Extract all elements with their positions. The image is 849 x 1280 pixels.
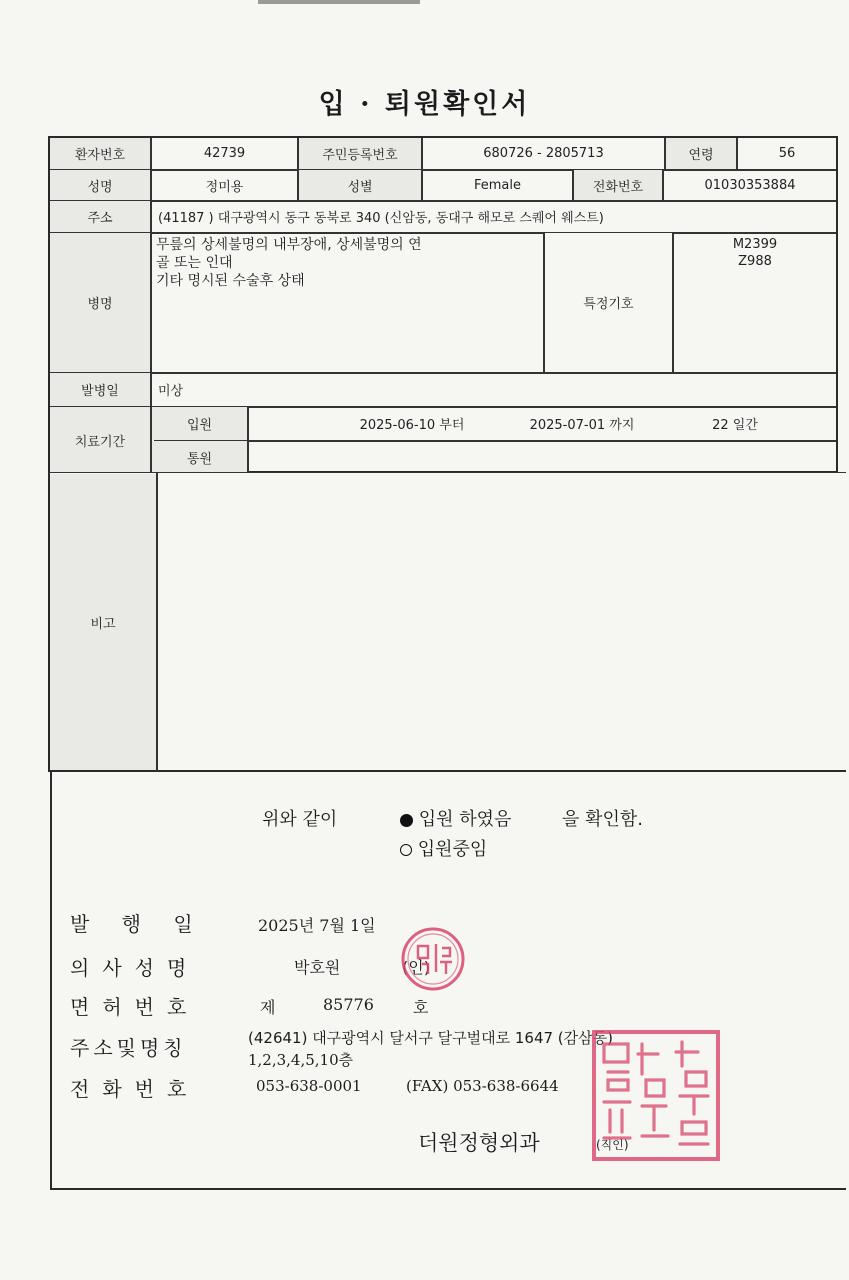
issuer-address-label: 주소및명칭 <box>70 1036 187 1060</box>
inpatient-from: 2025-06-10 부터 <box>359 418 465 433</box>
chart-no-label: 환자번호 <box>50 138 150 169</box>
outpatient-label: 통원 <box>152 441 247 473</box>
issuer-phone-label: 전화번호 <box>70 1077 200 1101</box>
doctor-seal-mark: (인) <box>402 958 430 977</box>
special-codes <box>674 236 836 270</box>
document-title: 입 · 퇴원확인서 <box>318 89 531 120</box>
diagnosis-line: 무릎의 상세불명의 내부장애, 상세불명의 연 <box>156 237 422 253</box>
sex-value: Female <box>473 177 521 193</box>
age-label: 연령 <box>666 138 736 169</box>
confirm-option-other <box>400 835 487 861</box>
license-suffix: 호 <box>413 998 429 1017</box>
inpatient-label: 입원 <box>152 407 247 440</box>
issuer-fax: (FAX) 053-638-6644 <box>406 1077 559 1095</box>
radio-unselected-icon <box>400 844 412 856</box>
age-value: 56 <box>778 146 796 161</box>
license-prefix: 제 <box>260 998 276 1017</box>
inpatient-to: 2025-07-01 까지 <box>529 418 635 433</box>
phone-label: 전화번호 <box>574 170 662 200</box>
radio-selected-icon <box>400 814 413 827</box>
diagnosis-text <box>156 236 540 290</box>
scan-edge-strip <box>258 0 420 4</box>
license-label: 면허번호 <box>70 995 200 1019</box>
hospital-seal <box>590 1028 722 1163</box>
remarks-section <box>48 472 846 772</box>
inpatient-days: 22 일간 <box>712 418 758 433</box>
doctor-seal <box>400 926 466 992</box>
issuer-address-line1: (42641) 대구광역시 달서구 달구벌대로 1647 (감삼동) <box>248 1029 613 1047</box>
special-code: Z988 <box>738 254 772 269</box>
issuer-address-line2: 1,2,3,4,5,10층 <box>248 1051 354 1069</box>
hospital-name: 더원정형외과 <box>418 1131 540 1155</box>
address-label: 주소 <box>50 201 150 232</box>
sex-label: 성별 <box>299 170 421 200</box>
special-code: M2399 <box>732 237 778 252</box>
confirm-option-selected <box>400 805 511 831</box>
confirm-option-selected-label: 입원 하였음 <box>418 809 512 830</box>
rrn-value: 680726 - 2805713 <box>483 146 604 161</box>
name-label: 성명 <box>50 170 150 200</box>
issuer-phone: 053-638-0001 <box>256 1077 362 1095</box>
license-number: 85776 <box>323 995 374 1014</box>
special-code-label: 특정기호 <box>545 233 672 372</box>
chart-no-value: 42739 <box>203 146 246 161</box>
issue-date-value: 2025년 7월 1일 <box>258 916 376 935</box>
patient-info-table <box>48 136 838 473</box>
diagnosis-label: 병명 <box>50 233 150 372</box>
doctor-name: 박호원 <box>294 958 341 977</box>
period-label: 치료기간 <box>50 407 150 473</box>
sign-mark: (직인) <box>596 1138 629 1152</box>
diagnosis-line: 기타 명시된 수술후 상태 <box>156 273 305 289</box>
confirm-suffix: 을 확인함. <box>562 809 643 830</box>
phone-value: 01030353884 <box>704 177 796 193</box>
onset-value: 미상 <box>158 384 184 399</box>
remarks-label: 비고 <box>50 474 156 770</box>
onset-label: 발병일 <box>50 373 150 406</box>
confirm-option-other-label: 입원중임 <box>417 839 488 860</box>
confirm-prefix: 위와 같이 <box>262 809 338 830</box>
doctor-label: 의사성명 <box>70 956 200 980</box>
name-value: 정미용 <box>205 179 244 195</box>
rrn-label: 주민등록번호 <box>299 138 421 169</box>
address-value: (41187 ) 대구광역시 동구 동북로 340 (신암동, 동대구 해모로 스퀘어 웨스트) <box>158 211 604 226</box>
diagnosis-line: 골 또는 인대 <box>156 255 233 271</box>
issue-date-label: 발 행 일 <box>70 912 206 936</box>
